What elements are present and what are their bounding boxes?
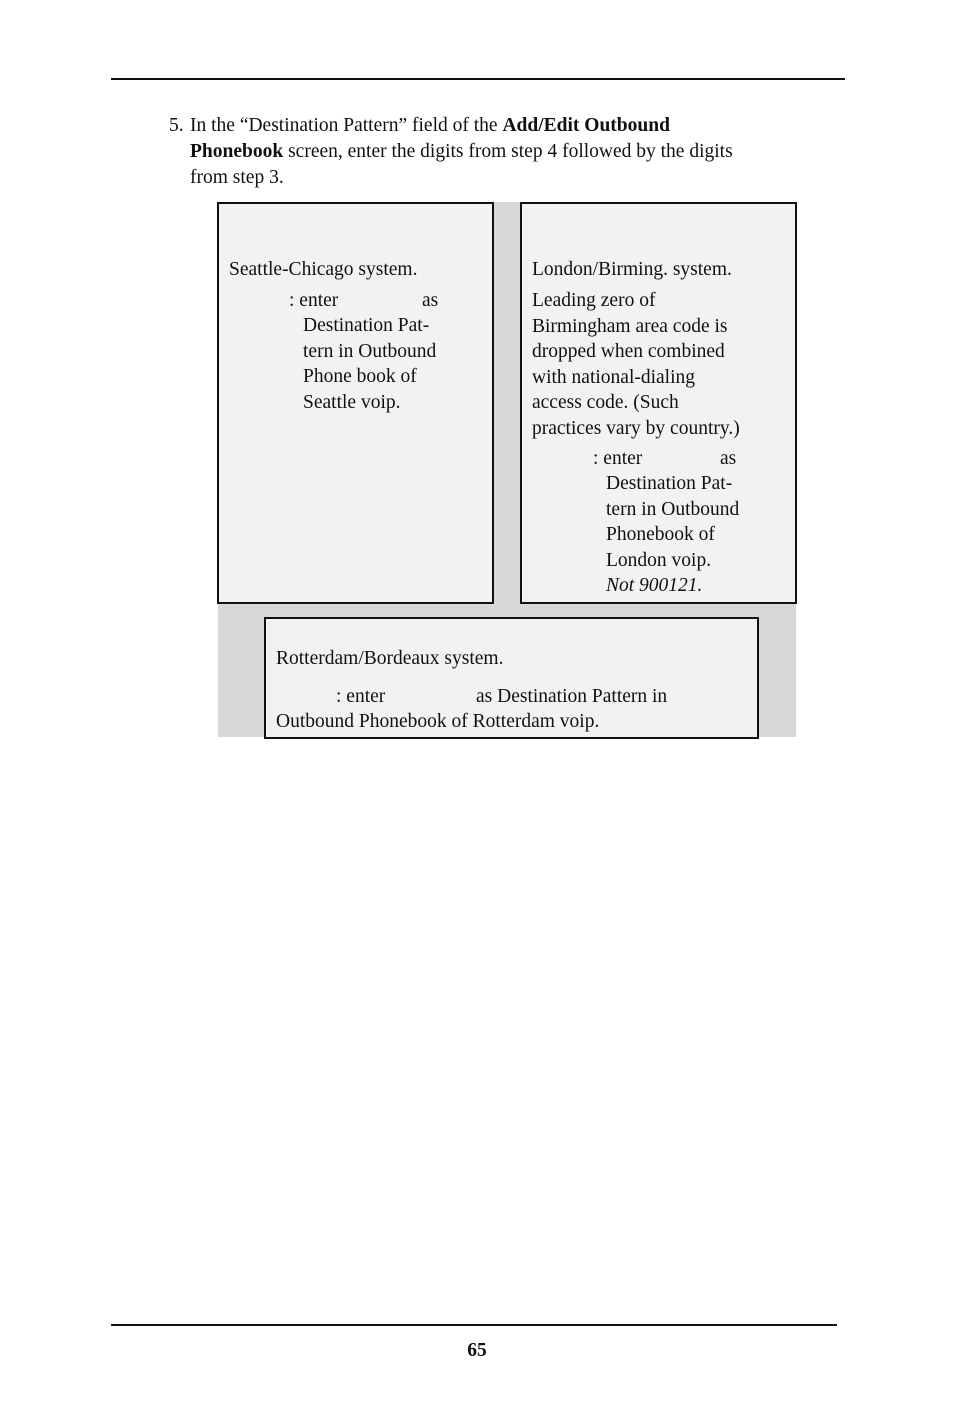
seattle-system-label: Seattle-Chicago system. <box>229 259 418 280</box>
footer-rule <box>111 1324 837 1326</box>
london-note-line: access code. (Such <box>532 392 679 413</box>
rotterdam-enter-label: : enter <box>336 686 386 707</box>
step-number: 5. <box>169 115 184 136</box>
seattle-line: Phone book of <box>303 366 417 387</box>
london-note-line: practices vary by country.) <box>532 417 740 439</box>
step-text-pre: In the “Destination Pattern” field of the <box>190 115 503 136</box>
london-line: London voip. <box>606 549 712 571</box>
london-not-note: Not 900121. <box>606 575 703 596</box>
london-birmingham-box <box>520 202 797 604</box>
london-system-label: London/Birming. system. <box>532 259 732 280</box>
london-line: Phonebook of <box>606 524 715 545</box>
header-rule <box>111 78 845 80</box>
rotterdam-line-2: Outbound Phonebook of Rotterdam voip. <box>276 711 600 732</box>
rotterdam-as-line: as Destination Pattern in <box>476 686 668 707</box>
step-text-post-1: screen, enter the digits from step 4 followed by the digits <box>283 141 733 162</box>
london-as-label: as <box>720 448 737 469</box>
london-note-line: Leading zero of <box>532 290 656 311</box>
rotterdam-system-label: Rotterdam/Bordeaux system. <box>276 648 504 669</box>
london-enter-label: : enter <box>593 448 643 469</box>
page-number: 65 <box>467 1340 487 1361</box>
seattle-chicago-box <box>217 202 494 604</box>
rotterdam-bordeaux-box <box>264 617 759 739</box>
seattle-enter-label: : enter <box>289 290 339 311</box>
london-note-line: with national-dialing <box>532 366 696 388</box>
seattle-as-label: as <box>422 290 439 311</box>
step-text-post-2: from step 3. <box>190 167 284 188</box>
london-description <box>606 471 739 599</box>
london-line: Destination Pat- <box>606 473 733 494</box>
london-note <box>532 288 740 441</box>
seattle-line: Destination Pat- <box>303 315 430 336</box>
step-5-instruction <box>169 113 849 191</box>
screen-name-part-1: Add/Edit Outbound <box>502 115 670 136</box>
london-note-line: Birmingham area code is <box>532 315 728 337</box>
london-line: tern in Outbound <box>606 498 740 520</box>
seattle-line: Seattle voip. <box>303 391 401 413</box>
screen-name-part-2: Phonebook <box>190 141 284 162</box>
seattle-line: tern in Outbound <box>303 340 437 362</box>
london-note-line: dropped when combined <box>532 341 725 362</box>
seattle-description <box>303 313 436 415</box>
